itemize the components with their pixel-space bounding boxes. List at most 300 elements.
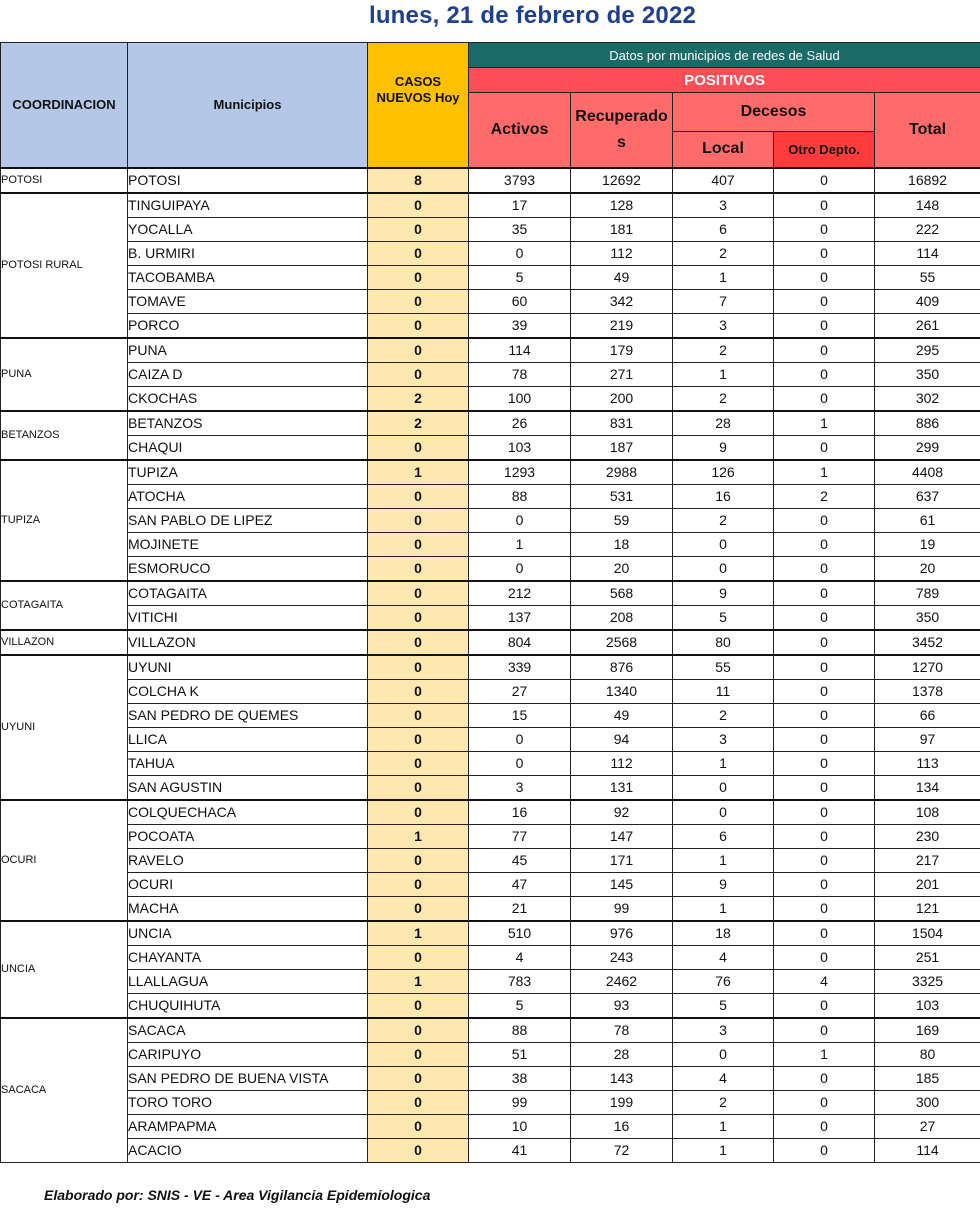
activos-cell: 35 (469, 217, 571, 241)
total-cell: 295 (875, 338, 980, 363)
total-cell: 201 (875, 872, 980, 896)
recuperados-cell: 59 (571, 508, 673, 532)
decesos-local-cell: 55 (673, 655, 774, 680)
decesos-local-cell: 1 (673, 751, 774, 775)
table-row (1, 289, 980, 313)
table-row (1, 751, 980, 775)
municipio-cell: CARIPUYO (128, 1042, 368, 1066)
table-row (1, 168, 980, 193)
header-datos-redes: Datos por municipios de redes de Salud (469, 43, 980, 68)
municipio-cell: VITICHI (128, 605, 368, 630)
table-row (1, 1090, 980, 1114)
casos-nuevos-cell: 1 (368, 921, 469, 946)
decesos-otro-depto-cell: 0 (774, 532, 875, 556)
decesos-otro-depto-cell: 0 (774, 751, 875, 775)
municipio-cell: SACACA (128, 1018, 368, 1043)
casos-nuevos-cell: 0 (368, 848, 469, 872)
table-header (1, 43, 980, 168)
footer-credit: Elaborado por: SNIS - VE - Area Vigilancia Epidemiologica (44, 1187, 431, 1203)
casos-nuevos-cell: 2 (368, 411, 469, 436)
casos-nuevos-cell: 0 (368, 1018, 469, 1043)
municipio-cell: CAIZA D (128, 362, 368, 386)
header-recuperados (571, 93, 673, 168)
decesos-local-cell: 0 (673, 532, 774, 556)
municipio-cell: POCOATA (128, 824, 368, 848)
recuperados-cell: 28 (571, 1042, 673, 1066)
total-cell: 113 (875, 751, 980, 775)
decesos-otro-depto-cell: 0 (774, 313, 875, 338)
decesos-local-cell: 9 (673, 581, 774, 606)
decesos-local-cell: 1 (673, 1114, 774, 1138)
total-cell: 121 (875, 896, 980, 921)
recuperados-cell: 49 (571, 265, 673, 289)
activos-cell: 0 (469, 751, 571, 775)
decesos-otro-depto-cell: 0 (774, 435, 875, 460)
recuperados-cell: 78 (571, 1018, 673, 1043)
casos-nuevos-cell: 0 (368, 1138, 469, 1162)
table-row (1, 460, 980, 485)
decesos-local-cell: 2 (673, 338, 774, 363)
total-cell: 299 (875, 435, 980, 460)
municipio-cell: B. URMIRI (128, 241, 368, 265)
recuperados-cell: 12692 (571, 168, 673, 193)
decesos-local-cell: 6 (673, 824, 774, 848)
activos-cell: 39 (469, 313, 571, 338)
table-row (1, 945, 980, 969)
decesos-local-cell: 0 (673, 556, 774, 581)
municipio-cell: PUNA (128, 338, 368, 363)
total-cell: 148 (875, 193, 980, 218)
total-cell: 80 (875, 1042, 980, 1066)
table-row (1, 508, 980, 532)
casos-nuevos-cell: 0 (368, 484, 469, 508)
total-cell: 1378 (875, 679, 980, 703)
decesos-local-cell: 4 (673, 945, 774, 969)
recuperados-cell: 128 (571, 193, 673, 218)
total-cell: 3325 (875, 969, 980, 993)
decesos-local-cell: 2 (673, 386, 774, 411)
decesos-otro-depto-cell: 0 (774, 1066, 875, 1090)
header-casos-line2: NUEVOS Hoy (376, 89, 460, 105)
table-row (1, 993, 980, 1018)
municipio-cell: SAN PEDRO DE QUEMES (128, 703, 368, 727)
coordinacion-cell: COTAGAITA (1, 581, 128, 630)
total-cell: 169 (875, 1018, 980, 1043)
coordinacion-cell: POTOSI (1, 168, 128, 193)
recuperados-cell: 18 (571, 532, 673, 556)
total-cell: 222 (875, 217, 980, 241)
decesos-local-cell: 11 (673, 679, 774, 703)
casos-nuevos-cell: 0 (368, 1090, 469, 1114)
total-cell: 55 (875, 265, 980, 289)
activos-cell: 17 (469, 193, 571, 218)
decesos-local-cell: 28 (673, 411, 774, 436)
total-cell: 97 (875, 727, 980, 751)
activos-cell: 99 (469, 1090, 571, 1114)
decesos-otro-depto-cell: 0 (774, 1090, 875, 1114)
header-coordinacion: COORDINACION (1, 43, 128, 168)
casos-nuevos-cell: 0 (368, 289, 469, 313)
activos-cell: 5 (469, 265, 571, 289)
municipio-cell: COTAGAITA (128, 581, 368, 606)
municipio-cell: COLQUECHACA (128, 800, 368, 825)
total-cell: 251 (875, 945, 980, 969)
casos-nuevos-cell: 0 (368, 800, 469, 825)
casos-nuevos-cell: 0 (368, 217, 469, 241)
casos-nuevos-cell: 0 (368, 655, 469, 680)
municipio-cell: ARAMPAPMA (128, 1114, 368, 1138)
header-total: Total (875, 93, 980, 168)
recuperados-cell: 94 (571, 727, 673, 751)
decesos-local-cell: 0 (673, 1042, 774, 1066)
decesos-otro-depto-cell: 0 (774, 703, 875, 727)
table-row (1, 896, 980, 921)
page-title: lunes, 21 de febrero de 2022 (368, 2, 697, 29)
total-cell: 350 (875, 362, 980, 386)
coordinacion-cell: UYUNI (1, 655, 128, 800)
decesos-otro-depto-cell: 0 (774, 217, 875, 241)
casos-nuevos-cell: 0 (368, 896, 469, 921)
decesos-local-cell: 2 (673, 703, 774, 727)
casos-nuevos-cell: 0 (368, 193, 469, 218)
table-row (1, 556, 980, 581)
casos-nuevos-cell: 2 (368, 386, 469, 411)
total-cell: 302 (875, 386, 980, 411)
table-row (1, 872, 980, 896)
header-recuperados-line1: Recuperado (575, 107, 668, 125)
total-cell: 3452 (875, 630, 980, 655)
decesos-otro-depto-cell: 0 (774, 1138, 875, 1162)
decesos-local-cell: 0 (673, 775, 774, 800)
total-cell: 20 (875, 556, 980, 581)
total-cell: 27 (875, 1114, 980, 1138)
municipio-cell: ACACIO (128, 1138, 368, 1162)
casos-nuevos-cell: 0 (368, 556, 469, 581)
table-row (1, 969, 980, 993)
recuperados-cell: 181 (571, 217, 673, 241)
decesos-otro-depto-cell: 0 (774, 727, 875, 751)
table-row (1, 532, 980, 556)
municipio-cell: MOJINETE (128, 532, 368, 556)
municipio-cell: CHUQUIHUTA (128, 993, 368, 1018)
casos-nuevos-cell: 0 (368, 630, 469, 655)
municipio-cell: PORCO (128, 313, 368, 338)
decesos-local-cell: 3 (673, 193, 774, 218)
header-casos-nuevos (368, 43, 469, 168)
activos-cell: 3 (469, 775, 571, 800)
covid-municipios-table (0, 42, 980, 1163)
decesos-local-cell: 3 (673, 1018, 774, 1043)
activos-cell: 4 (469, 945, 571, 969)
municipio-cell: BETANZOS (128, 411, 368, 436)
coordinacion-cell: BETANZOS (1, 411, 128, 460)
decesos-otro-depto-cell: 0 (774, 581, 875, 606)
table-row (1, 1114, 980, 1138)
decesos-local-cell: 0 (673, 800, 774, 825)
municipio-cell: POTOSI (128, 168, 368, 193)
table-row (1, 581, 980, 606)
activos-cell: 88 (469, 484, 571, 508)
municipio-cell: TINGUIPAYA (128, 193, 368, 218)
municipio-cell: RAVELO (128, 848, 368, 872)
table-row (1, 848, 980, 872)
table-row (1, 435, 980, 460)
decesos-local-cell: 76 (673, 969, 774, 993)
activos-cell: 78 (469, 362, 571, 386)
decesos-otro-depto-cell: 0 (774, 289, 875, 313)
decesos-local-cell: 1 (673, 896, 774, 921)
total-cell: 637 (875, 484, 980, 508)
decesos-local-cell: 9 (673, 435, 774, 460)
recuperados-cell: 531 (571, 484, 673, 508)
municipio-cell: TAHUA (128, 751, 368, 775)
activos-cell: 100 (469, 386, 571, 411)
total-cell: 66 (875, 703, 980, 727)
recuperados-cell: 72 (571, 1138, 673, 1162)
activos-cell: 45 (469, 848, 571, 872)
table-row (1, 800, 980, 825)
casos-nuevos-cell: 0 (368, 993, 469, 1018)
activos-cell: 26 (469, 411, 571, 436)
decesos-otro-depto-cell: 0 (774, 848, 875, 872)
activos-cell: 27 (469, 679, 571, 703)
recuperados-cell: 1340 (571, 679, 673, 703)
header-municipios: Municipios (128, 43, 368, 168)
header-recuperados-line2: s (617, 133, 626, 151)
recuperados-cell: 145 (571, 872, 673, 896)
coordinacion-cell: OCURI (1, 800, 128, 921)
activos-cell: 21 (469, 896, 571, 921)
decesos-otro-depto-cell: 2 (774, 484, 875, 508)
activos-cell: 1293 (469, 460, 571, 485)
recuperados-cell: 2462 (571, 969, 673, 993)
decesos-local-cell: 6 (673, 217, 774, 241)
casos-nuevos-cell: 0 (368, 338, 469, 363)
recuperados-cell: 2568 (571, 630, 673, 655)
recuperados-cell: 143 (571, 1066, 673, 1090)
recuperados-cell: 199 (571, 1090, 673, 1114)
municipio-cell: TACOBAMBA (128, 265, 368, 289)
decesos-local-cell: 80 (673, 630, 774, 655)
table-row (1, 703, 980, 727)
casos-nuevos-cell: 0 (368, 435, 469, 460)
decesos-local-cell: 16 (673, 484, 774, 508)
decesos-local-cell: 9 (673, 872, 774, 896)
municipio-cell: ESMORUCO (128, 556, 368, 581)
municipio-cell: OCURI (128, 872, 368, 896)
decesos-local-cell: 5 (673, 993, 774, 1018)
table-row (1, 386, 980, 411)
activos-cell: 0 (469, 727, 571, 751)
municipio-cell: MACHA (128, 896, 368, 921)
casos-nuevos-cell: 1 (368, 460, 469, 485)
recuperados-cell: 271 (571, 362, 673, 386)
total-cell: 230 (875, 824, 980, 848)
municipio-cell: COLCHA K (128, 679, 368, 703)
total-cell: 103 (875, 993, 980, 1018)
decesos-local-cell: 1 (673, 362, 774, 386)
activos-cell: 15 (469, 703, 571, 727)
total-cell: 114 (875, 1138, 980, 1162)
total-cell: 350 (875, 605, 980, 630)
municipio-cell: UYUNI (128, 655, 368, 680)
decesos-otro-depto-cell: 0 (774, 556, 875, 581)
coordinacion-cell: TUPIZA (1, 460, 128, 581)
table-row (1, 679, 980, 703)
coordinacion-cell: UNCIA (1, 921, 128, 1018)
coordinacion-cell: SACACA (1, 1018, 128, 1163)
casos-nuevos-cell: 1 (368, 969, 469, 993)
table-row (1, 655, 980, 680)
municipio-cell: TUPIZA (128, 460, 368, 485)
table-body (1, 168, 980, 1163)
decesos-otro-depto-cell: 0 (774, 338, 875, 363)
municipio-cell: UNCIA (128, 921, 368, 946)
decesos-local-cell: 1 (673, 848, 774, 872)
decesos-otro-depto-cell: 0 (774, 872, 875, 896)
decesos-local-cell: 2 (673, 508, 774, 532)
table-row (1, 921, 980, 946)
recuperados-cell: 976 (571, 921, 673, 946)
recuperados-cell: 179 (571, 338, 673, 363)
recuperados-cell: 243 (571, 945, 673, 969)
casos-nuevos-cell: 1 (368, 824, 469, 848)
recuperados-cell: 20 (571, 556, 673, 581)
activos-cell: 783 (469, 969, 571, 993)
table-row (1, 1018, 980, 1043)
municipio-cell: SAN AGUSTIN (128, 775, 368, 800)
table-row (1, 193, 980, 218)
recuperados-cell: 342 (571, 289, 673, 313)
decesos-local-cell: 3 (673, 727, 774, 751)
table-row (1, 217, 980, 241)
activos-cell: 0 (469, 556, 571, 581)
header-decesos: Decesos (673, 93, 875, 132)
decesos-otro-depto-cell: 0 (774, 1114, 875, 1138)
table-row (1, 241, 980, 265)
decesos-otro-depto-cell: 0 (774, 605, 875, 630)
decesos-otro-depto-cell: 1 (774, 460, 875, 485)
decesos-otro-depto-cell: 0 (774, 193, 875, 218)
decesos-local-cell: 126 (673, 460, 774, 485)
total-cell: 217 (875, 848, 980, 872)
casos-nuevos-cell: 0 (368, 703, 469, 727)
coordinacion-cell: POTOSI RURAL (1, 193, 128, 338)
casos-nuevos-cell: 0 (368, 751, 469, 775)
total-cell: 4408 (875, 460, 980, 485)
activos-cell: 212 (469, 581, 571, 606)
decesos-otro-depto-cell: 0 (774, 386, 875, 411)
total-cell: 108 (875, 800, 980, 825)
decesos-local-cell: 2 (673, 241, 774, 265)
header-activos: Activos (469, 93, 571, 168)
decesos-local-cell: 2 (673, 1090, 774, 1114)
recuperados-cell: 112 (571, 751, 673, 775)
municipio-cell: ATOCHA (128, 484, 368, 508)
header-local: Local (673, 132, 774, 168)
decesos-otro-depto-cell: 4 (774, 969, 875, 993)
recuperados-cell: 99 (571, 896, 673, 921)
decesos-local-cell: 1 (673, 1138, 774, 1162)
activos-cell: 137 (469, 605, 571, 630)
activos-cell: 1 (469, 532, 571, 556)
decesos-local-cell: 407 (673, 168, 774, 193)
activos-cell: 510 (469, 921, 571, 946)
casos-nuevos-cell: 0 (368, 581, 469, 606)
table-row (1, 775, 980, 800)
decesos-otro-depto-cell: 0 (774, 896, 875, 921)
decesos-otro-depto-cell: 0 (774, 630, 875, 655)
casos-nuevos-cell: 0 (368, 241, 469, 265)
activos-cell: 60 (469, 289, 571, 313)
activos-cell: 41 (469, 1138, 571, 1162)
decesos-local-cell: 18 (673, 921, 774, 946)
coordinacion-cell: VILLAZON (1, 630, 128, 655)
recuperados-cell: 93 (571, 993, 673, 1018)
activos-cell: 114 (469, 338, 571, 363)
casos-nuevos-cell: 8 (368, 168, 469, 193)
activos-cell: 16 (469, 800, 571, 825)
decesos-otro-depto-cell: 0 (774, 679, 875, 703)
table-row (1, 630, 980, 655)
decesos-otro-depto-cell: 0 (774, 945, 875, 969)
recuperados-cell: 568 (571, 581, 673, 606)
decesos-otro-depto-cell: 0 (774, 921, 875, 946)
total-cell: 789 (875, 581, 980, 606)
activos-cell: 51 (469, 1042, 571, 1066)
total-cell: 16892 (875, 168, 980, 193)
activos-cell: 77 (469, 824, 571, 848)
casos-nuevos-cell: 0 (368, 679, 469, 703)
header-casos-line1: CASOS (394, 73, 442, 89)
decesos-otro-depto-cell: 0 (774, 655, 875, 680)
recuperados-cell: 49 (571, 703, 673, 727)
municipio-cell: TOMAVE (128, 289, 368, 313)
decesos-local-cell: 4 (673, 1066, 774, 1090)
municipio-cell: LLICA (128, 727, 368, 751)
total-cell: 261 (875, 313, 980, 338)
table-row (1, 313, 980, 338)
activos-cell: 0 (469, 241, 571, 265)
table-row (1, 605, 980, 630)
decesos-otro-depto-cell: 0 (774, 775, 875, 800)
casos-nuevos-cell: 0 (368, 775, 469, 800)
decesos-otro-depto-cell: 0 (774, 241, 875, 265)
recuperados-cell: 16 (571, 1114, 673, 1138)
table-row (1, 1138, 980, 1162)
casos-nuevos-cell: 0 (368, 727, 469, 751)
activos-cell: 88 (469, 1018, 571, 1043)
table-row (1, 362, 980, 386)
total-cell: 134 (875, 775, 980, 800)
casos-nuevos-cell: 0 (368, 362, 469, 386)
casos-nuevos-cell: 0 (368, 508, 469, 532)
decesos-local-cell: 1 (673, 265, 774, 289)
total-cell: 300 (875, 1090, 980, 1114)
decesos-otro-depto-cell: 0 (774, 824, 875, 848)
recuperados-cell: 112 (571, 241, 673, 265)
municipio-cell: TORO TORO (128, 1090, 368, 1114)
municipio-cell: VILLAZON (128, 630, 368, 655)
municipio-cell: CHAQUI (128, 435, 368, 460)
header-positivos: POSITIVOS (469, 68, 980, 93)
recuperados-cell: 187 (571, 435, 673, 460)
total-cell: 886 (875, 411, 980, 436)
total-cell: 185 (875, 1066, 980, 1090)
recuperados-cell: 2988 (571, 460, 673, 485)
total-cell: 19 (875, 532, 980, 556)
table-row (1, 1042, 980, 1066)
